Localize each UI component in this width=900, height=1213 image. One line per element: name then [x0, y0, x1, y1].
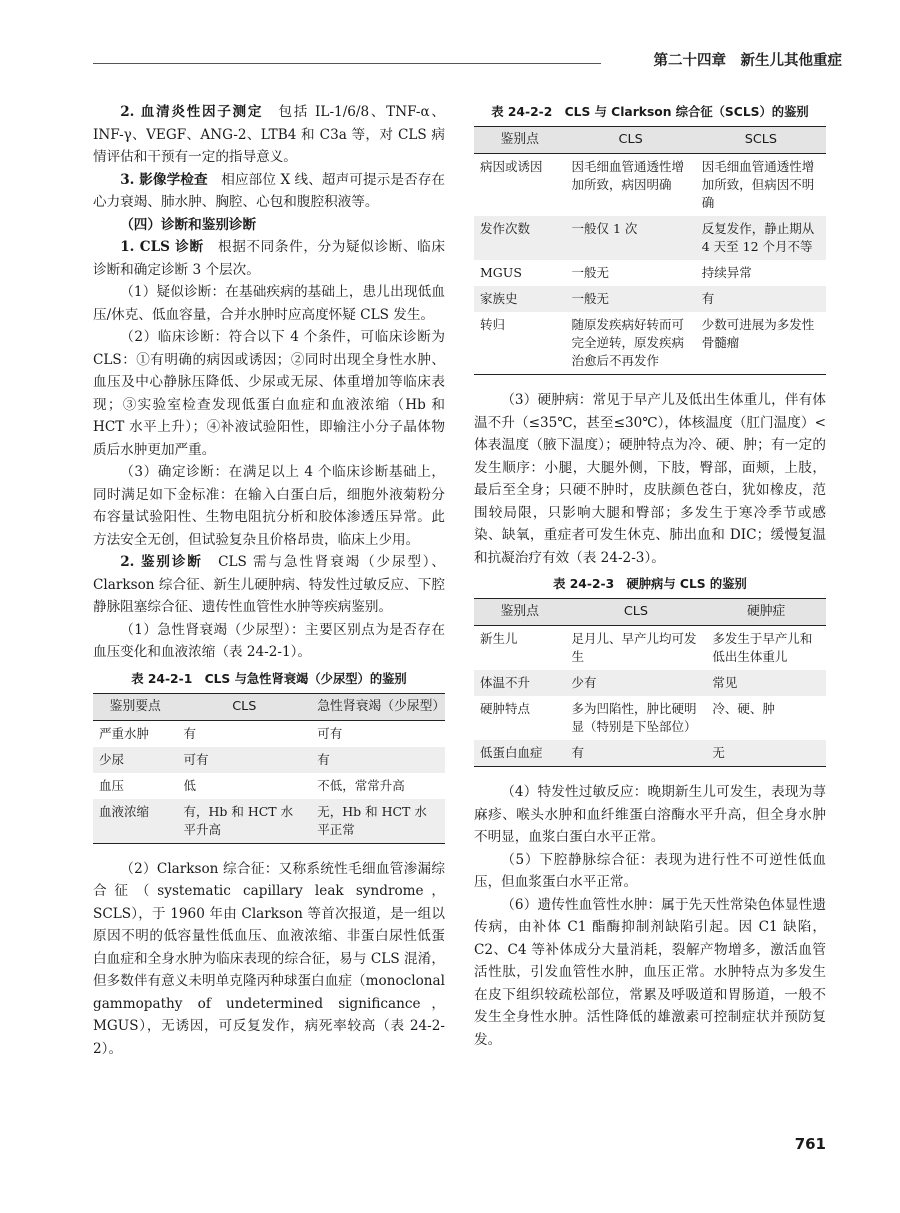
paragraph-text: 根据不同条件，分为疑似诊断、临床诊断和确定诊断 3 个层次。: [93, 239, 445, 278]
table-cell: 转归: [474, 312, 566, 375]
section-heading: （四）诊断和鉴别诊断: [120, 216, 257, 233]
table-row: [93, 773, 445, 799]
table-row: [474, 216, 826, 260]
table-cell: 反复发作，静止期从 4 天至 12 个月不等: [701, 221, 815, 254]
table-cell: 有: [183, 725, 196, 741]
table-row: [474, 286, 826, 312]
paragraph: （5）下腔静脉综合征：表现为进行性不可逆性低血压，但血浆蛋白水平正常。: [474, 851, 826, 890]
table-header-cell: 急性肾衰竭（少尿型）: [311, 693, 445, 720]
table-row: [474, 260, 826, 286]
table-caption: 表 24-2-2 CLS 与 Clarkson 综合征（SCLS）的鉴别: [491, 105, 809, 119]
paragraph-text: 包括 IL-1/6/8、TNF-α、INF-γ、VEGF、ANG-2、LTB4 和 C3a 等，对 CLS 病情评估和干预有一定的指导意义。: [93, 104, 445, 165]
paragraph: [93, 101, 445, 169]
table-caption: 表 24-2-1 CLS 与急性肾衰竭（少尿型）的鉴别: [131, 671, 407, 686]
paragraph: [93, 551, 445, 619]
paragraph-text: 相应部位 X 线、超声可提示是否存在心力衰竭、肺水肿、胸腔、心包和腹腔积液等。: [93, 171, 445, 210]
page-number: 761: [794, 1135, 826, 1153]
table-cell: 少有: [571, 675, 597, 690]
table-cell: 低蛋白血症: [474, 740, 566, 767]
paragraph: （3）硬肿病：常见于早产儿及低出生体重儿，伴有体温不升（≤35℃，甚至≤30℃），体核温度（肛门温度）<体表温度（腋下温度）；硬肿特点为冷、硬、肿；有一定的发生顺序：小腿，大腿外侧，下肢，臀部，面颊，上肢，最后至全身；只硬不肿时，皮肤颜色苍白，犹如橡皮，范围较局限，只影响大腿和臀部；多发生于寒冷季节或感染、缺氧，重症者可发生休克、肺出血和 DIC；缓慢复温和抗凝治疗有效（表 24-2-3）。: [474, 392, 826, 566]
table-cell: 病因或诱因: [480, 159, 543, 174]
table-header-cell: CLS: [566, 127, 696, 154]
table-cell: 家族史: [480, 291, 518, 306]
table-row: [474, 696, 826, 740]
header-rule: [93, 63, 601, 64]
table-cell: 严重水肿: [99, 725, 150, 741]
paragraph: （1）急性肾衰竭（少尿型）：主要区别点为是否存在血压变化和血液浓缩（表 24-2-1）。: [93, 621, 445, 660]
table-sclerema-vs-cls: [474, 598, 826, 767]
table-cls-vs-scls: [474, 126, 826, 375]
paragraph: （6）遗传性血管性水肿：属于先天性常染色体显性遗传病，由补体 C1 酯酶抑制剂缺陷引起。因 C1 缺陷，C2、C4 等补体成分大量消耗，裂解产物增多，激活血管活性肽，引发血管性水肿，血压正常。水肿特点为多发生在皮下组织较疏松部位，常累及呼吸道和胃肠道，一般不发生全身性水肿。活性降低的雄激素可控制症状并预防复发。: [474, 896, 826, 1048]
table-cell: 因毛细血管通透性增加所致，病因明确: [571, 159, 685, 192]
paragraph-text: CLS 需与急性肾衰竭（少尿型）、Clarkson 综合征、新生儿硬肿病、特发性过敏反应、下腔静脉阻塞综合征、遗传性血管性水肿等疾病鉴别。: [93, 554, 445, 615]
table-header-cell: SCLS: [696, 127, 826, 154]
table-header-cell: 鉴别点: [474, 127, 566, 154]
table-cell: 血液浓缩: [93, 799, 177, 844]
table-cell: 不低，常常升高: [317, 777, 405, 793]
table-row: [474, 154, 826, 217]
table-cell: 低: [183, 777, 196, 793]
table-header-cell: 硬肿症: [706, 599, 826, 626]
table-row: [474, 626, 826, 671]
table-row: [474, 312, 826, 375]
table-cell: 体温不升: [480, 675, 531, 690]
table-cell: 无: [706, 740, 826, 767]
table-cell: 因毛细血管通透性增加所致，但病因不明确: [701, 159, 815, 210]
table-header-cell: 鉴别点: [474, 599, 566, 626]
table-cell: 持续异常: [701, 265, 752, 280]
table-cell: 有，Hb 和 HCT 水平升高: [177, 799, 311, 844]
table-cell: 少数可进展为多发性骨髓瘤: [696, 312, 826, 375]
table-row: [474, 670, 826, 696]
table-row: [93, 799, 445, 844]
table-cell: 无，Hb 和 HCT 水平正常: [311, 799, 445, 844]
table-cell: 有: [701, 291, 715, 306]
table-row: [93, 720, 445, 747]
table-cell: 有: [317, 751, 330, 767]
paragraph: （2）Clarkson 综合征：又称系统性毛细血管渗漏综合征（systematic capillary leak syndrome，SCLS），于 1960 年由 Clarkson 等首次报道，是一组以原因不明的低容量性低血压、血液浓缩、非蛋白尿性低蛋白血症和全身水肿为临床表现的综合征，易与 CLS 混淆，但多数伴有意义未明单克隆丙种球蛋白血症（monoclonal gammopathy of undetermined significance，MGUS），无诱因，可反复发作，病死率较高（表 24-2-2）。: [93, 860, 445, 1057]
table-cell: 多发生于早产儿和低出生体重儿: [712, 631, 813, 664]
chapter-title: 第二十四章 新生儿其他重症: [653, 53, 842, 69]
table-cell: 新生儿: [480, 631, 518, 646]
paragraph: （3）确定诊断：在满足以上 4 个临床诊断基础上，同时满足如下金标准：在输入白蛋白后，细胞外液菊粉分布容量试验阳性、生物电阻抗分析和胶体渗透压异常。此方法安全无创，但试验复杂且价格昂贵，临床上少用。: [93, 464, 445, 548]
table-cell: 一般无: [571, 291, 610, 306]
paragraph: （1）疑似诊断：在基础疾病的基础上，患儿出现低血压/休克、低血容量，合并水肿时应高度怀疑 CLS 发生。: [93, 284, 445, 323]
paragraph-lead: 2. 鉴别诊断: [120, 554, 203, 570]
table-row: [474, 740, 826, 767]
table-cell: 有: [566, 740, 707, 767]
table-cell: 可有: [317, 725, 343, 741]
table-cell: 少尿: [99, 751, 125, 767]
table-header-cell: 鉴别要点: [93, 693, 177, 720]
table-cell: 一般无: [571, 265, 610, 280]
paragraph: [93, 169, 445, 214]
paragraph-lead: 1. CLS 诊断: [120, 239, 204, 255]
table-cell: 随原发疾病好转而可完全逆转，原发疾病治愈后不再发作: [566, 312, 696, 375]
table-cell: 血压: [99, 777, 125, 793]
paragraph: [93, 236, 445, 281]
table-cell: 足月儿、早产儿均可发生: [571, 631, 697, 664]
table-header-cell: CLS: [566, 599, 707, 626]
table-header-cell: CLS: [177, 693, 311, 720]
table-cell: 一般仅 1 次: [571, 221, 638, 236]
table-caption: 表 24-2-3 硬肿病与 CLS 的鉴别: [553, 577, 747, 591]
paragraph: （4）特发性过敏反应：晚期新生儿可发生，表现为荨麻疹、喉头水肿和血纤维蛋白溶酶水平升高，但全身水肿不明显，血浆白蛋白水平正常。: [474, 784, 826, 845]
paragraph-lead: 3. 影像学检查: [120, 171, 208, 188]
table-cell: 硬肿特点: [480, 701, 531, 716]
table-cell: 多为凹陷性，肿比硬明显（特别是下坠部位）: [571, 701, 697, 734]
paragraph-lead: 2. 血清炎性因子测定: [120, 104, 264, 120]
table-cell: MGUS: [480, 265, 522, 280]
table-cell: 冷、硬、肿: [712, 701, 775, 716]
right-column: [474, 103, 826, 1051]
paragraph: （2）临床诊断：符合以下 4 个条件，可临床诊断为 CLS：①有明确的病因或诱因；②同时出现全身性水肿、血压及中心静脉压降低、少尿或无尿、体重增加等临床表现；③实验室检查发现低蛋白血症和血液浓缩（Hb 和 HCT 水平上升）；④补液试验阳性，即输注小分子晶体物质后水肿更加严重。: [93, 329, 445, 458]
table-cell: 常见: [712, 675, 738, 690]
left-column: [93, 101, 445, 1060]
table-cls-vs-arf: [93, 693, 445, 844]
table-row: [93, 747, 445, 773]
table-cell: 发作次数: [480, 221, 531, 236]
table-cell: 可有: [183, 751, 209, 767]
